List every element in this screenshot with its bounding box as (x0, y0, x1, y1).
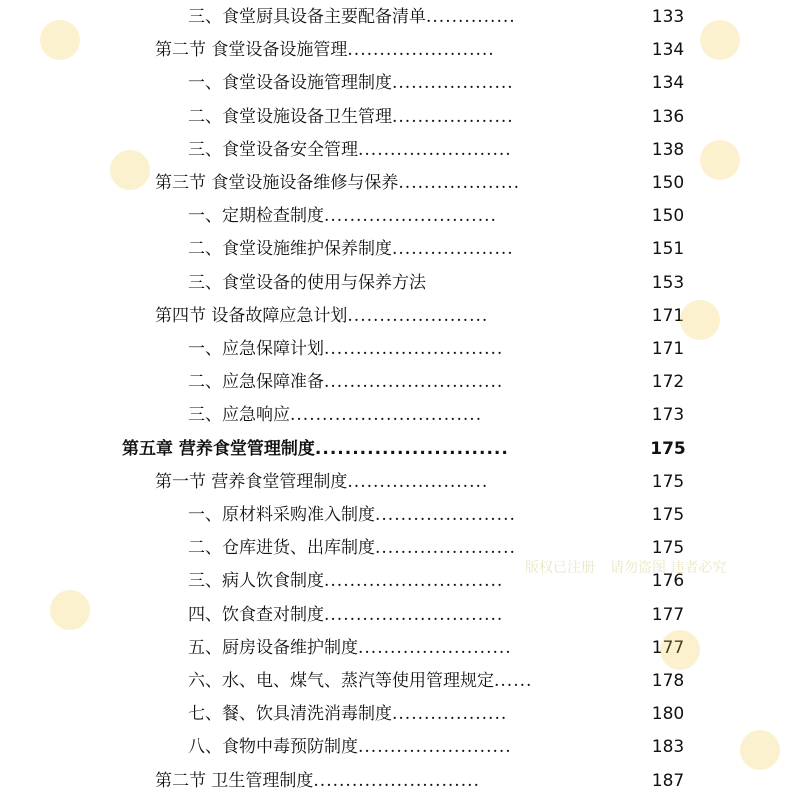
toc-entry-title: 第一节 营养食堂管理制度 (155, 471, 348, 492)
toc-leader-dots: ...................... (375, 538, 516, 559)
toc-entry-title: 第二节 食堂设备设施管理 (155, 40, 348, 61)
watermark-logo (50, 590, 90, 630)
toc-page-number: 133 (651, 7, 685, 27)
toc-section-entry[interactable] (155, 300, 488, 333)
toc-entry-title: 二、食堂设施维护保养制度 (188, 239, 392, 260)
toc-page-number: 175 (651, 538, 685, 559)
toc-entry-title: 二、仓库进货、出库制度 (188, 538, 375, 559)
toc-page-number: 172 (651, 372, 685, 393)
toc-subsection-entry[interactable] (188, 632, 512, 665)
toc-leader-dots: ................... (398, 173, 521, 193)
toc-leader-dots: ................... (392, 106, 514, 127)
toc-entry-title: 八、食物中毒预防制度 (188, 737, 358, 758)
toc-page-number: 175 (651, 505, 685, 525)
toc-leader-dots: ...................... (347, 471, 489, 492)
watermark-logo (660, 630, 700, 670)
watermark-logo (110, 150, 150, 190)
watermark-logo (700, 140, 740, 180)
toc-section-entry[interactable] (155, 765, 480, 798)
toc-leader-dots: ...... (494, 671, 533, 691)
toc-chapter-entry[interactable] (122, 433, 509, 466)
toc-entry-title: 一、原材料采购准入制度 (188, 505, 375, 525)
toc-entry-title: 六、水、电、煤气、蒸汽等使用管理规定 (188, 671, 494, 691)
toc-subsection-entry[interactable] (188, 366, 503, 399)
toc-subsection-entry[interactable] (188, 1, 516, 34)
toc-entry-title: 三、食堂厨具设备主要配备清单 (188, 7, 426, 27)
toc-subsection-entry[interactable] (188, 698, 507, 731)
toc-entry-title: 一、应急保障计划 (188, 339, 324, 359)
toc-page-number: 180 (651, 704, 685, 725)
toc-section-entry[interactable] (155, 34, 495, 67)
toc-page-number: 176 (651, 571, 685, 592)
toc-leader-dots: .......................... (314, 438, 509, 459)
toc-section-entry[interactable] (155, 466, 488, 499)
watermark-notice: 请勿盗图 违者必究 (610, 560, 727, 576)
toc-entry-title: 第四节 设备故障应急计划 (155, 305, 348, 326)
toc-leader-dots: ........................ (358, 637, 512, 658)
toc-entry-title: 三、食堂设备安全管理 (188, 139, 358, 160)
toc-subsection-entry[interactable] (188, 565, 503, 598)
toc-leader-dots: ............................ (324, 604, 504, 625)
toc-entry-title: 二、应急保障准备 (188, 372, 324, 393)
toc-page-number: 173 (651, 405, 685, 426)
toc-page-number: 136 (651, 106, 685, 127)
toc-leader-dots: ............................ (324, 372, 504, 393)
toc-leader-dots: .............. (426, 7, 516, 27)
toc-page-number: 150 (651, 206, 685, 227)
toc-leader-dots: ........................... (324, 206, 497, 227)
toc-entry-title: 五、厨房设备维护制度 (188, 637, 358, 658)
toc-leader-dots: ...................... (347, 305, 489, 326)
toc-subsection-entry[interactable] (188, 532, 516, 565)
toc-leader-dots: ........................ (358, 139, 512, 160)
toc-entry-title: 一、定期检查制度 (188, 206, 324, 227)
toc-subsection-entry[interactable] (188, 134, 512, 167)
toc-entry-title: 第三节 食堂设施设备维修与保养 (155, 173, 399, 193)
toc-page-number: 134 (651, 40, 685, 61)
toc-page-number: 151 (651, 239, 685, 260)
toc-page-number: 175 (651, 471, 685, 492)
toc-leader-dots: ................... (392, 239, 514, 260)
toc-leader-dots: ........................ (358, 737, 512, 758)
toc-entry-title: 三、食堂设备的使用与保养方法 (188, 272, 426, 293)
toc-subsection-entry[interactable] (188, 665, 532, 698)
watermark-logo (680, 300, 720, 340)
toc-page-number: 178 (651, 671, 685, 691)
toc-subsection-entry[interactable] (188, 599, 503, 632)
toc-page-number: 171 (651, 305, 685, 326)
toc-subsection-entry[interactable] (188, 731, 512, 764)
watermark-logo (700, 20, 740, 60)
toc-subsection-entry[interactable] (188, 267, 426, 300)
toc-leader-dots: ....................... (347, 40, 495, 61)
toc-subsection-entry[interactable] (188, 67, 514, 100)
toc-leader-dots: ................... (392, 73, 514, 94)
toc-leader-dots: .............................. (290, 405, 483, 426)
toc-leader-dots: .......................... (313, 770, 480, 791)
toc-leader-dots: ............................ (324, 339, 504, 359)
watermark-notice: 版权已注册 (525, 560, 595, 576)
toc-section-entry[interactable] (155, 167, 520, 200)
toc-leader-dots: ...................... (375, 505, 516, 525)
watermark-logo (40, 20, 80, 60)
toc-page-number: 177 (651, 637, 685, 658)
toc-subsection-entry[interactable] (188, 200, 497, 233)
toc-entry-title: 一、食堂设备设施管理制度 (188, 73, 392, 94)
toc-entry-title: 三、应急响应 (188, 405, 290, 426)
toc-subsection-entry[interactable] (188, 233, 514, 266)
toc-entry-title: 七、餐、饮具清洗消毒制度 (188, 704, 392, 725)
toc-subsection-entry[interactable] (188, 333, 503, 366)
toc-page-number: 134 (651, 73, 685, 94)
toc-leader-dots: .................. (392, 704, 508, 725)
toc-page-number: 175 (650, 438, 686, 459)
watermark-logo (740, 730, 780, 770)
toc-page-number: 153 (651, 272, 685, 293)
toc-entry-title: 四、饮食查对制度 (188, 604, 324, 625)
toc-subsection-entry[interactable] (188, 399, 482, 432)
toc-page-number: 187 (651, 770, 685, 791)
toc-page-number: 171 (651, 339, 685, 359)
toc-subsection-entry[interactable] (188, 101, 514, 134)
toc-subsection-entry[interactable] (188, 499, 516, 532)
toc-entry-title: 第二节 卫生管理制度 (155, 770, 314, 791)
toc-entry-title: 第五章 营养食堂管理制度 (122, 438, 315, 459)
toc-page-number: 177 (651, 604, 685, 625)
toc-page-number: 150 (651, 173, 685, 193)
toc-leader-dots: ............................ (324, 571, 504, 592)
toc-entry-title: 三、病人饮食制度 (188, 571, 324, 592)
toc-entry-title: 二、食堂设施设备卫生管理 (188, 106, 392, 127)
toc-page-number: 138 (651, 139, 685, 160)
toc-page-number: 183 (651, 737, 685, 758)
